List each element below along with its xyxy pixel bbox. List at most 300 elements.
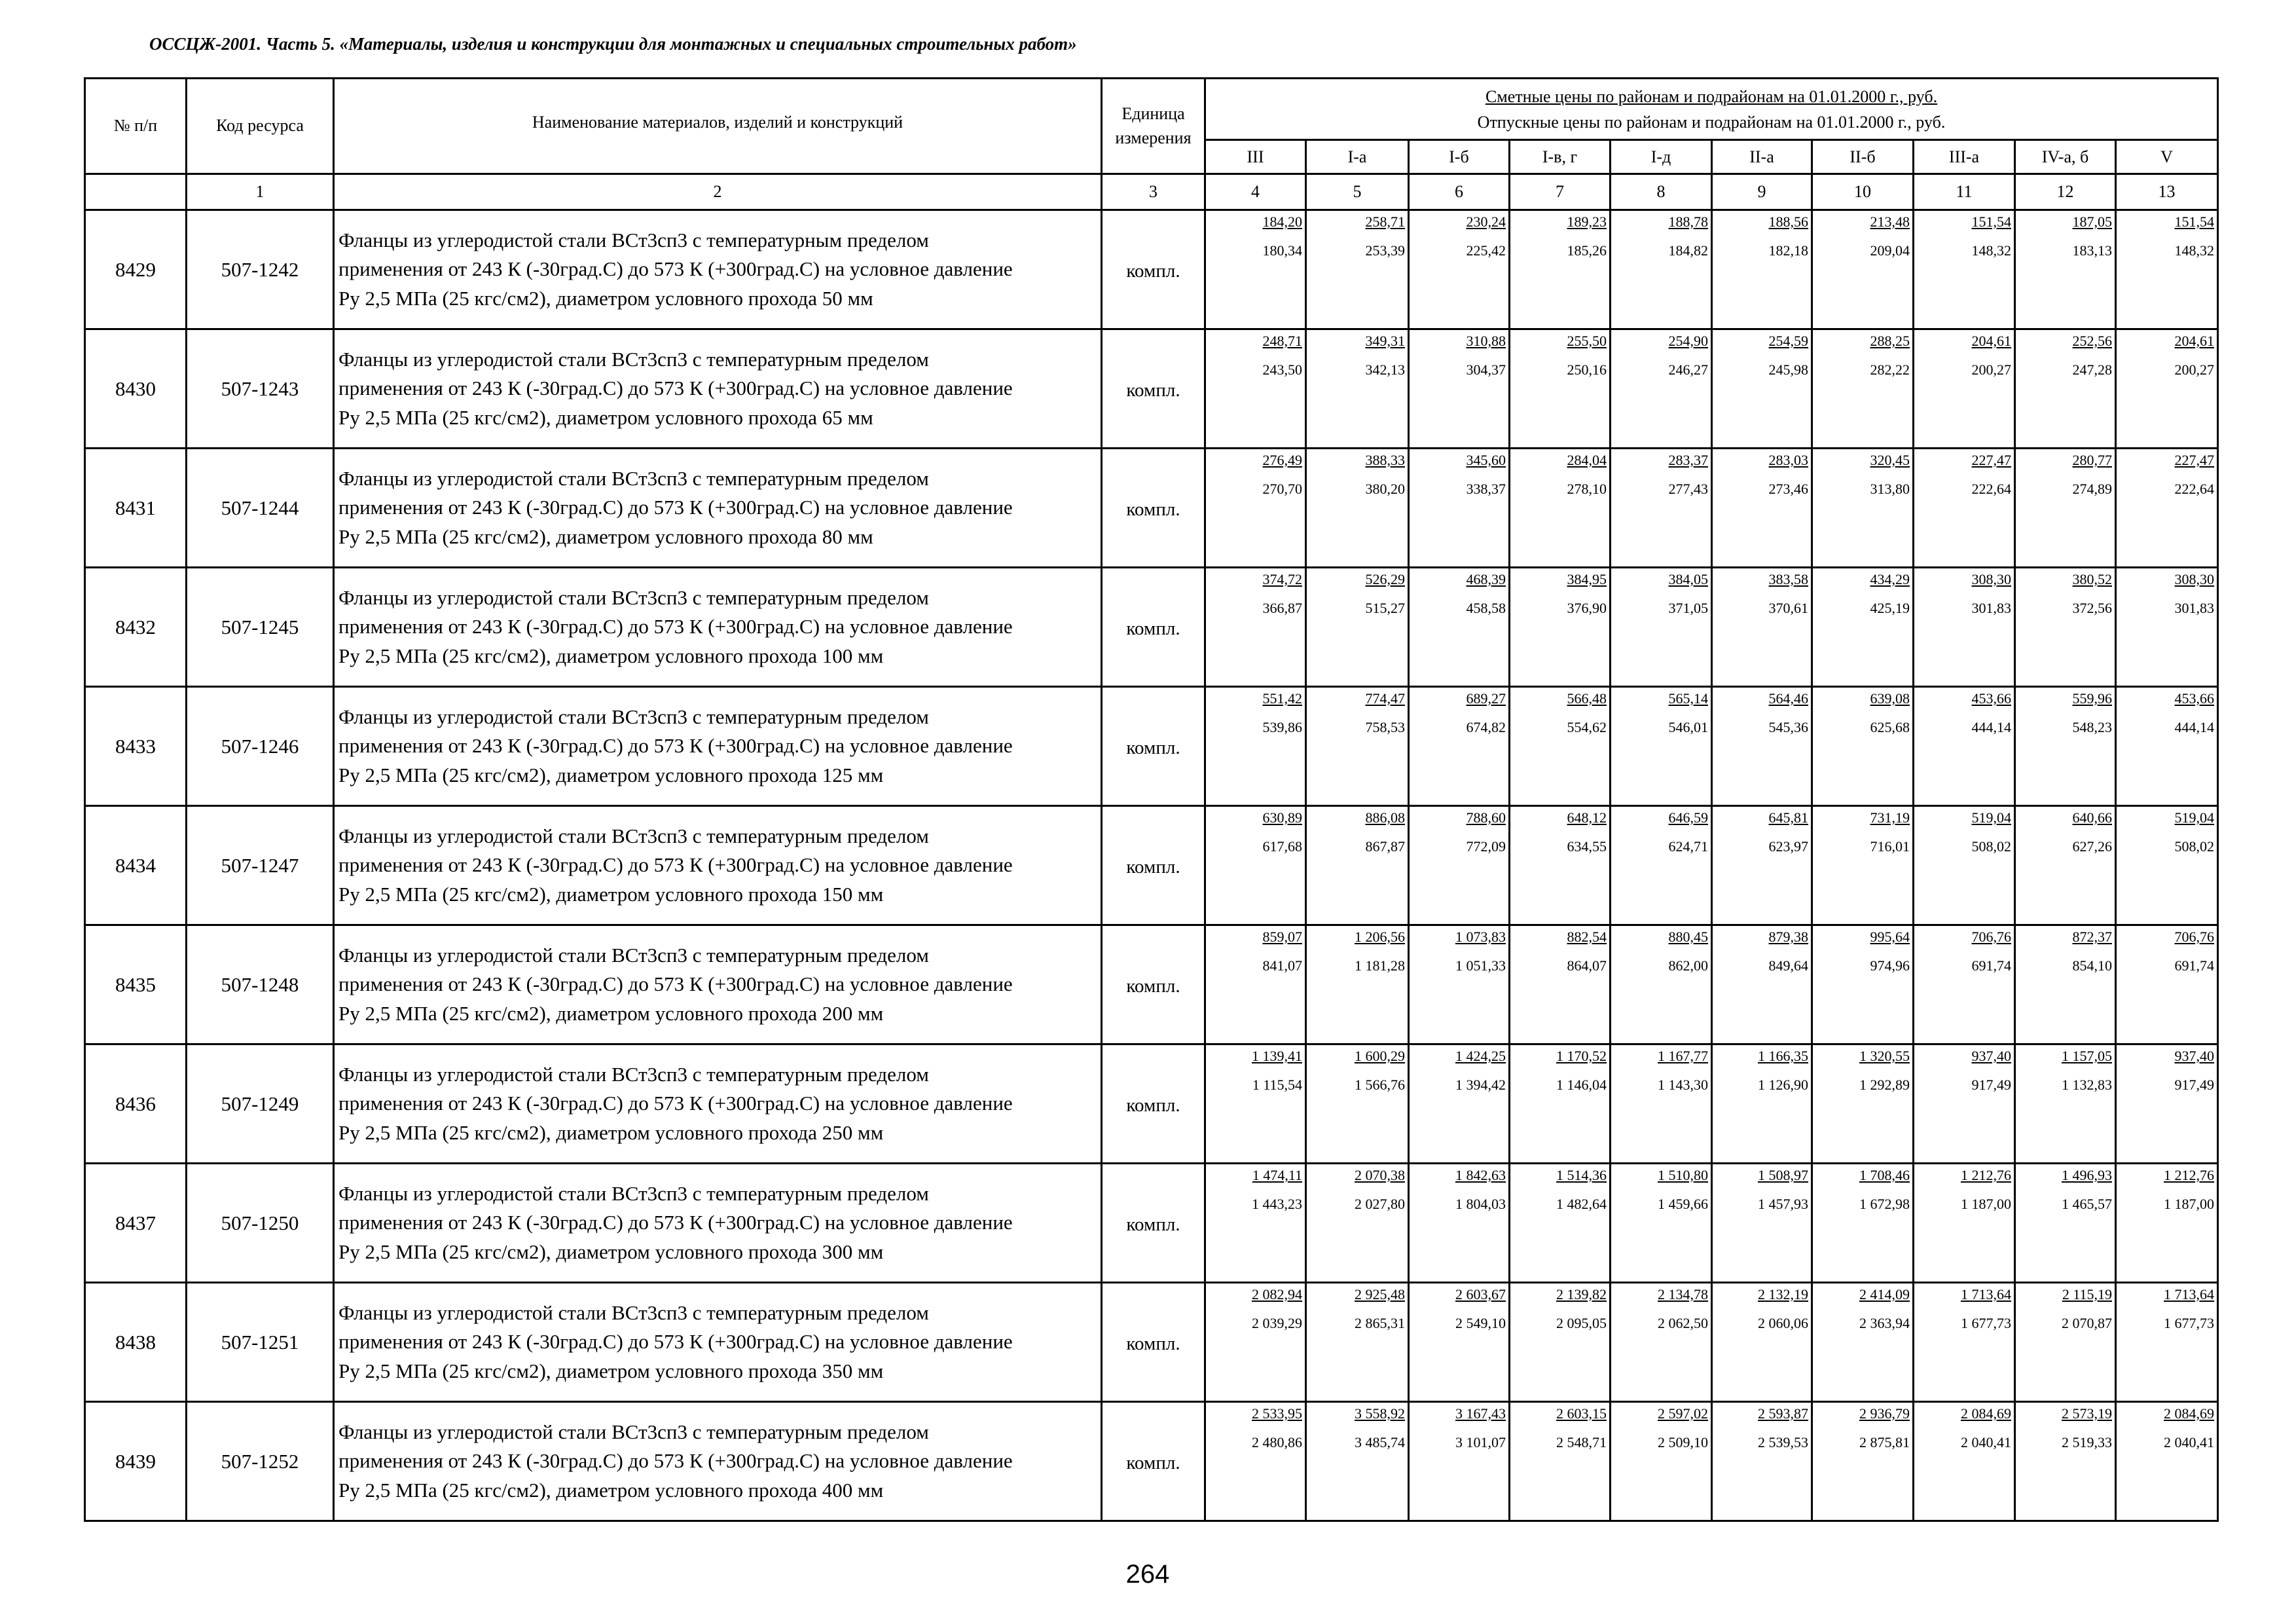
release-price: 247,28	[2072, 361, 2112, 378]
price-cell	[1205, 806, 1306, 925]
price-cell	[1510, 806, 1611, 925]
release-price: 1 126,90	[1758, 1077, 1808, 1094]
table-row	[85, 1044, 2218, 1164]
material-name-line: Фланцы из углеродистой стали ВСт3сп3 с температурным пределом	[338, 1182, 929, 1205]
unit-of-measure: компл.	[1102, 1164, 1205, 1283]
price-cell	[1306, 210, 1409, 329]
resource-code: 507-1247	[187, 806, 334, 925]
price-cell	[1205, 925, 1306, 1044]
region-header: I-а	[1306, 140, 1409, 174]
material-name-line: Ру 2,5 МПа (25 кгс/см2), диаметром условного прохода 400 мм	[338, 1478, 884, 1502]
unit-of-measure: компл.	[1102, 806, 1205, 925]
release-price: 867,87	[1365, 838, 1405, 855]
price-cell	[1306, 806, 1409, 925]
release-price: 304,37	[1466, 361, 1506, 378]
price-cell	[1611, 925, 1712, 1044]
estimate-price: 384,95	[1567, 571, 1607, 587]
price-cell	[1510, 1402, 1611, 1521]
resource-code: 507-1248	[187, 925, 334, 1044]
estimate-price: 1 320,55	[1859, 1048, 1910, 1064]
estimate-price: 383,58	[1768, 571, 1808, 587]
price-cell	[1611, 449, 1712, 568]
estimate-price: 995,64	[1870, 929, 1910, 945]
unit-of-measure: компл.	[1102, 568, 1205, 687]
release-price: 617,68	[1262, 838, 1302, 855]
estimate-price: 468,39	[1466, 571, 1506, 587]
column-number: 7	[1510, 174, 1611, 210]
region-header: IV-а, б	[2015, 140, 2116, 174]
material-name-line: Ру 2,5 МПа (25 кгс/см2), диаметром условного прохода 300 мм	[338, 1240, 884, 1263]
estimate-price: 388,33	[1365, 452, 1405, 468]
price-cell	[1914, 1283, 2015, 1402]
row-number: 8432	[85, 568, 187, 687]
price-cell	[2116, 925, 2218, 1044]
release-price: 3 485,74	[1355, 1434, 1405, 1451]
price-cell	[2116, 449, 2218, 568]
estimate-price: 1 842,63	[1455, 1167, 1506, 1183]
price-cell	[1712, 806, 1812, 925]
price-cell	[1306, 568, 1409, 687]
material-name	[334, 449, 1102, 568]
table-row	[85, 1402, 2218, 1521]
estimate-price: 731,19	[1870, 809, 1910, 826]
price-cell	[1812, 329, 1914, 449]
material-name-line: Ру 2,5 МПа (25 кгс/см2), диаметром условного прохода 65 мм	[338, 405, 873, 429]
release-price: 148,32	[2174, 242, 2215, 259]
estimate-price: 526,29	[1365, 571, 1405, 587]
estimate-price: 559,96	[2072, 690, 2112, 707]
material-name	[334, 568, 1102, 687]
price-cell	[1510, 687, 1611, 806]
resource-code: 507-1242	[187, 210, 334, 329]
estimate-price: 280,77	[2072, 452, 2112, 468]
price-cell	[2116, 1402, 2218, 1521]
column-number: 11	[1914, 174, 2015, 210]
release-price: 273,46	[1768, 481, 1808, 498]
unit-of-measure: компл.	[1102, 1044, 1205, 1164]
material-name-line: применения от 243 К (-30град.С) до 573 К (+300град.С) на условное давление	[338, 853, 1013, 877]
release-price: 246,27	[1668, 361, 1708, 378]
price-cell	[1205, 568, 1306, 687]
price-cell	[1409, 687, 1510, 806]
row-number: 8433	[85, 687, 187, 806]
price-cell	[1306, 687, 1409, 806]
price-cell	[1611, 687, 1712, 806]
table-row	[85, 449, 2218, 568]
release-price: 862,00	[1668, 957, 1708, 974]
price-cell	[2116, 1164, 2218, 1283]
release-price: 864,07	[1567, 957, 1607, 974]
price-cell	[1510, 925, 1611, 1044]
release-price: 180,34	[1262, 242, 1302, 259]
estimate-price: 204,61	[1971, 333, 2011, 349]
material-name	[334, 329, 1102, 449]
release-price: 625,68	[1870, 719, 1910, 736]
running-head: ОССЦЖ-2001. Часть 5. «Материалы, изделия и конструкции для монтажных и специальных строительных работ»	[149, 34, 1077, 54]
release-price: 623,97	[1768, 838, 1808, 855]
estimate-price: 308,30	[1971, 571, 2011, 587]
material-name-line: Ру 2,5 МПа (25 кгс/см2), диаметром условного прохода 200 мм	[338, 1001, 884, 1025]
release-price: 539,86	[1262, 719, 1302, 736]
estimate-price: 252,56	[2072, 333, 2112, 349]
price-cell	[1914, 925, 2015, 1044]
estimate-price: 1 166,35	[1758, 1048, 1808, 1064]
release-price: 691,74	[2174, 957, 2215, 974]
table-row	[85, 1164, 2218, 1283]
release-price: 2 480,86	[1252, 1434, 1302, 1451]
price-cell	[1409, 1402, 1510, 1521]
release-price: 182,18	[1768, 242, 1808, 259]
release-price: 548,23	[2072, 719, 2112, 736]
material-name-line: Фланцы из углеродистой стали ВСт3сп3 с температурным пределом	[338, 824, 929, 847]
price-cell	[1812, 1402, 1914, 1521]
price-cell	[2015, 1402, 2116, 1521]
estimate-price: 1 514,36	[1556, 1167, 1607, 1183]
release-price: 253,39	[1365, 242, 1405, 259]
release-price: 1 465,57	[2062, 1196, 2112, 1213]
price-cell	[1712, 1402, 1812, 1521]
estimate-price: 254,90	[1668, 333, 1708, 349]
estimate-price: 188,56	[1768, 213, 1808, 230]
release-price: 546,01	[1668, 719, 1708, 736]
release-price: 634,55	[1567, 838, 1607, 855]
material-name-line: применения от 243 К (-30град.С) до 573 К (+300град.С) на условное давление	[338, 257, 1013, 281]
estimate-price: 1 212,76	[1961, 1167, 2011, 1183]
release-price: 1 677,73	[1961, 1315, 2011, 1332]
release-price: 184,82	[1668, 242, 1708, 259]
price-cell	[1205, 687, 1306, 806]
price-cell	[1914, 1044, 2015, 1164]
release-price: 974,96	[1870, 957, 1910, 974]
estimate-price: 187,05	[2072, 213, 2112, 230]
price-cell	[1611, 1164, 1712, 1283]
table-row	[85, 925, 2218, 1044]
material-name-line: Ру 2,5 МПа (25 кгс/см2), диаметром условного прохода 350 мм	[338, 1359, 884, 1382]
price-cell	[2015, 449, 2116, 568]
estimate-price: 788,60	[1466, 809, 1506, 826]
price-cell	[1914, 806, 2015, 925]
price-cell	[2116, 687, 2218, 806]
column-number: 9	[1712, 174, 1812, 210]
price-cell	[2015, 687, 2116, 806]
estimate-price: 188,78	[1668, 213, 1708, 230]
estimate-price: 2 084,69	[2164, 1405, 2215, 1422]
material-name-line: применения от 243 К (-30град.С) до 573 К (+300град.С) на условное давление	[338, 496, 1013, 519]
estimate-price: 2 082,94	[1252, 1286, 1302, 1302]
release-price: 2 539,53	[1758, 1434, 1808, 1451]
price-cell	[1712, 449, 1812, 568]
release-price: 1 804,03	[1455, 1196, 1506, 1213]
estimate-price: 254,59	[1768, 333, 1808, 349]
price-cell	[1205, 1164, 1306, 1283]
estimate-price: 640,66	[2072, 809, 2112, 826]
estimate-price: 2 603,15	[1556, 1405, 1607, 1422]
estimate-price: 706,76	[1971, 929, 2011, 945]
estimate-price: 706,76	[2174, 929, 2215, 945]
price-cell	[1611, 329, 1712, 449]
price-cell	[1510, 449, 1611, 568]
price-cell	[1409, 568, 1510, 687]
release-price: 270,70	[1262, 481, 1302, 498]
estimate-price: 880,45	[1668, 929, 1708, 945]
release-price: 2 363,94	[1859, 1315, 1910, 1332]
material-name-line: применения от 243 К (-30град.С) до 573 К (+300град.С) на условное давление	[338, 972, 1013, 996]
price-cell	[1812, 925, 1914, 1044]
estimate-price: 886,08	[1365, 809, 1405, 826]
release-price: 624,71	[1668, 838, 1708, 855]
estimate-price: 288,25	[1870, 333, 1910, 349]
price-cell	[1306, 1164, 1409, 1283]
estimate-price: 184,20	[1262, 213, 1302, 230]
material-name-line: Фланцы из углеродистой стали ВСт3сп3 с температурным пределом	[338, 229, 929, 251]
release-price: 2 040,41	[2164, 1434, 2215, 1451]
row-number: 8430	[85, 329, 187, 449]
estimate-price: 1 508,97	[1758, 1167, 1808, 1183]
release-price: 2 060,06	[1758, 1315, 1808, 1332]
table-row	[85, 806, 2218, 925]
release-price: 366,87	[1262, 600, 1302, 617]
price-cell	[1306, 329, 1409, 449]
price-cell	[1510, 1164, 1611, 1283]
price-cell	[1409, 925, 1510, 1044]
release-price: 277,43	[1668, 481, 1708, 498]
estimate-price: 937,40	[2174, 1048, 2215, 1064]
estimate-price: 1 474,11	[1252, 1167, 1302, 1183]
unit-of-measure: компл.	[1102, 1283, 1205, 1402]
unit-of-measure: компл.	[1102, 925, 1205, 1044]
material-name	[334, 1044, 1102, 1164]
estimate-price: 1 424,25	[1455, 1048, 1506, 1064]
unit-of-measure: компл.	[1102, 687, 1205, 806]
price-cell	[1611, 1402, 1712, 1521]
region-header: V	[2116, 140, 2218, 174]
price-cell	[1409, 1283, 1510, 1402]
estimate-price: 2 084,69	[1961, 1405, 2011, 1422]
col-header-unit-line2: измерения	[1115, 128, 1192, 147]
release-price: 1 115,54	[1252, 1077, 1302, 1094]
release-price: 2 509,10	[1658, 1434, 1708, 1451]
estimate-price: 227,47	[1971, 452, 2011, 468]
release-price: 458,58	[1466, 600, 1506, 617]
price-cell	[1205, 210, 1306, 329]
price-cell	[1510, 1283, 1611, 1402]
price-cell	[1712, 687, 1812, 806]
estimate-price: 566,48	[1567, 690, 1607, 707]
release-price: 2 070,87	[2062, 1315, 2112, 1332]
estimate-price: 284,04	[1567, 452, 1607, 468]
release-price: 627,26	[2072, 838, 2112, 855]
release-price: 245,98	[1768, 361, 1808, 378]
material-name-line: Фланцы из углеродистой стали ВСт3сп3 с температурным пределом	[338, 586, 929, 609]
estimate-price: 276,49	[1262, 452, 1302, 468]
material-name-line: применения от 243 К (-30град.С) до 573 К (+300град.С) на условное давление	[338, 1330, 1013, 1354]
release-price: 674,82	[1466, 719, 1506, 736]
column-number-blank	[85, 174, 187, 210]
release-price: 2 040,41	[1961, 1434, 2011, 1451]
release-price: 1 457,93	[1758, 1196, 1808, 1213]
release-price: 849,64	[1768, 957, 1808, 974]
price-cell	[1510, 329, 1611, 449]
release-price: 2 548,71	[1556, 1434, 1607, 1451]
price-cell	[1712, 568, 1812, 687]
price-cell	[1914, 210, 2015, 329]
release-price: 313,80	[1870, 481, 1910, 498]
release-price: 1 672,98	[1859, 1196, 1910, 1213]
release-price: 1 677,73	[2164, 1315, 2215, 1332]
material-name-line: применения от 243 К (-30град.С) до 573 К (+300град.С) на условное давление	[338, 1449, 1013, 1473]
region-header: I-в, г	[1510, 140, 1611, 174]
price-cell	[1205, 1402, 1306, 1521]
release-price: 148,32	[1971, 242, 2011, 259]
estimate-price: 227,47	[2174, 452, 2215, 468]
release-price: 1 459,66	[1658, 1196, 1708, 1213]
material-name	[334, 210, 1102, 329]
row-number: 8435	[85, 925, 187, 1044]
estimate-price: 230,24	[1466, 213, 1506, 230]
price-cell	[1611, 806, 1712, 925]
price-cell	[1812, 210, 1914, 329]
estimate-price: 1 167,77	[1658, 1048, 1708, 1064]
estimate-price: 283,37	[1668, 452, 1708, 468]
release-price: 342,13	[1365, 361, 1405, 378]
price-cell	[2015, 568, 2116, 687]
release-price: 2 519,33	[2062, 1434, 2112, 1451]
estimate-price: 630,89	[1262, 809, 1302, 826]
price-cell	[2015, 1283, 2116, 1402]
table-body	[85, 210, 2218, 1521]
price-cell	[2116, 1283, 2218, 1402]
release-price: 772,09	[1466, 838, 1506, 855]
release-price: 2 039,29	[1252, 1315, 1302, 1332]
material-name-line: Фланцы из углеродистой стали ВСт3сп3 с температурным пределом	[338, 1063, 929, 1086]
price-cell	[1306, 449, 1409, 568]
price-cell	[1812, 1164, 1914, 1283]
release-price: 222,64	[2174, 481, 2215, 498]
estimate-price: 380,52	[2072, 571, 2112, 587]
resource-code: 507-1245	[187, 568, 334, 687]
price-cell	[1510, 568, 1611, 687]
estimate-price: 1 713,64	[1961, 1286, 2011, 1302]
release-price: 338,37	[1466, 481, 1506, 498]
region-header: I-д	[1611, 140, 1712, 174]
estimate-price: 2 936,79	[1859, 1405, 1910, 1422]
material-name-line: применения от 243 К (-30град.С) до 573 К (+300град.С) на условное давление	[338, 1211, 1013, 1234]
release-price: 372,56	[2072, 600, 2112, 617]
release-price: 716,01	[1870, 838, 1910, 855]
resource-code: 507-1252	[187, 1402, 334, 1521]
resource-code: 507-1250	[187, 1164, 334, 1283]
release-price: 1 187,00	[1961, 1196, 2011, 1213]
table-row	[85, 210, 2218, 329]
price-cell	[2116, 806, 2218, 925]
price-cell	[1914, 568, 2015, 687]
resource-code: 507-1249	[187, 1044, 334, 1164]
price-cell	[1712, 1283, 1812, 1402]
estimate-price: 1 600,29	[1355, 1048, 1405, 1064]
estimate-price: 384,05	[1668, 571, 1708, 587]
price-cell	[1712, 210, 1812, 329]
release-price: 758,53	[1365, 719, 1405, 736]
release-price: 209,04	[1870, 242, 1910, 259]
estimate-price: 151,54	[1971, 213, 2011, 230]
release-price: 2 027,80	[1355, 1196, 1405, 1213]
page-number: 264	[1125, 1560, 1170, 1589]
price-cell	[2116, 210, 2218, 329]
material-name-line: Фланцы из углеродистой стали ВСт3сп3 с температурным пределом	[338, 944, 929, 967]
estimate-price: 1 073,83	[1455, 929, 1506, 945]
price-cell	[1812, 806, 1914, 925]
row-number: 8439	[85, 1402, 187, 1521]
unit-of-measure: компл.	[1102, 210, 1205, 329]
release-price: 376,90	[1567, 600, 1607, 617]
price-cell	[1510, 1044, 1611, 1164]
release-price: 371,05	[1668, 600, 1708, 617]
price-cell	[1409, 449, 1510, 568]
estimate-price: 453,66	[1971, 690, 2011, 707]
column-number: 3	[1102, 174, 1205, 210]
material-name	[334, 925, 1102, 1044]
region-header: II-а	[1712, 140, 1812, 174]
estimate-price: 551,42	[1262, 690, 1302, 707]
region-header: II-б	[1812, 140, 1914, 174]
price-cell	[1611, 1044, 1712, 1164]
table-row	[85, 329, 2218, 449]
release-price: 1 187,00	[2164, 1196, 2215, 1213]
price-cell	[1409, 1044, 1510, 1164]
col-header-unit-line1: Единица	[1121, 104, 1185, 124]
material-name-line: применения от 243 К (-30град.С) до 573 К (+300град.С) на условное давление	[338, 734, 1013, 758]
price-cell	[2015, 1164, 2116, 1283]
estimate-price: 3 167,43	[1455, 1405, 1506, 1422]
release-price: 2 865,31	[1355, 1315, 1405, 1332]
row-number: 8434	[85, 806, 187, 925]
price-cell	[1712, 1044, 1812, 1164]
column-number: 13	[2116, 174, 2218, 210]
col-header-unit	[1102, 79, 1205, 174]
estimate-price: 645,81	[1768, 809, 1808, 826]
estimate-price: 189,23	[1567, 213, 1607, 230]
price-cell	[1306, 925, 1409, 1044]
resource-code: 507-1246	[187, 687, 334, 806]
price-cell	[1712, 925, 1812, 1044]
column-number-row	[85, 174, 2218, 210]
price-cell	[1812, 1044, 1914, 1164]
estimate-price: 2 134,78	[1658, 1286, 1708, 1302]
release-price: 225,42	[1466, 242, 1506, 259]
release-price: 508,02	[2174, 838, 2215, 855]
price-cell	[1812, 687, 1914, 806]
estimate-price: 872,37	[2072, 929, 2112, 945]
release-price: 282,22	[1870, 361, 1910, 378]
estimate-price: 2 603,67	[1455, 1286, 1506, 1302]
material-name-line: Ру 2,5 МПа (25 кгс/см2), диаметром условного прохода 50 мм	[338, 286, 873, 310]
release-price: 917,49	[1971, 1077, 2011, 1094]
unit-of-measure: компл.	[1102, 329, 1205, 449]
release-price: 444,14	[1971, 719, 2011, 736]
column-number: 10	[1812, 174, 1914, 210]
estimate-price: 937,40	[1971, 1048, 2011, 1064]
region-header: III	[1205, 140, 1306, 174]
estimate-price: 639,08	[1870, 690, 1910, 707]
release-price: 1 566,76	[1355, 1077, 1405, 1094]
release-price: 250,16	[1567, 361, 1607, 378]
unit-of-measure: компл.	[1102, 449, 1205, 568]
price-cell	[1306, 1044, 1409, 1164]
estimate-price: 1 157,05	[2062, 1048, 2112, 1064]
material-name-line: применения от 243 К (-30град.С) до 573 К (+300град.С) на условное давление	[338, 615, 1013, 638]
release-price: 425,19	[1870, 600, 1910, 617]
price-cell	[1611, 210, 1712, 329]
